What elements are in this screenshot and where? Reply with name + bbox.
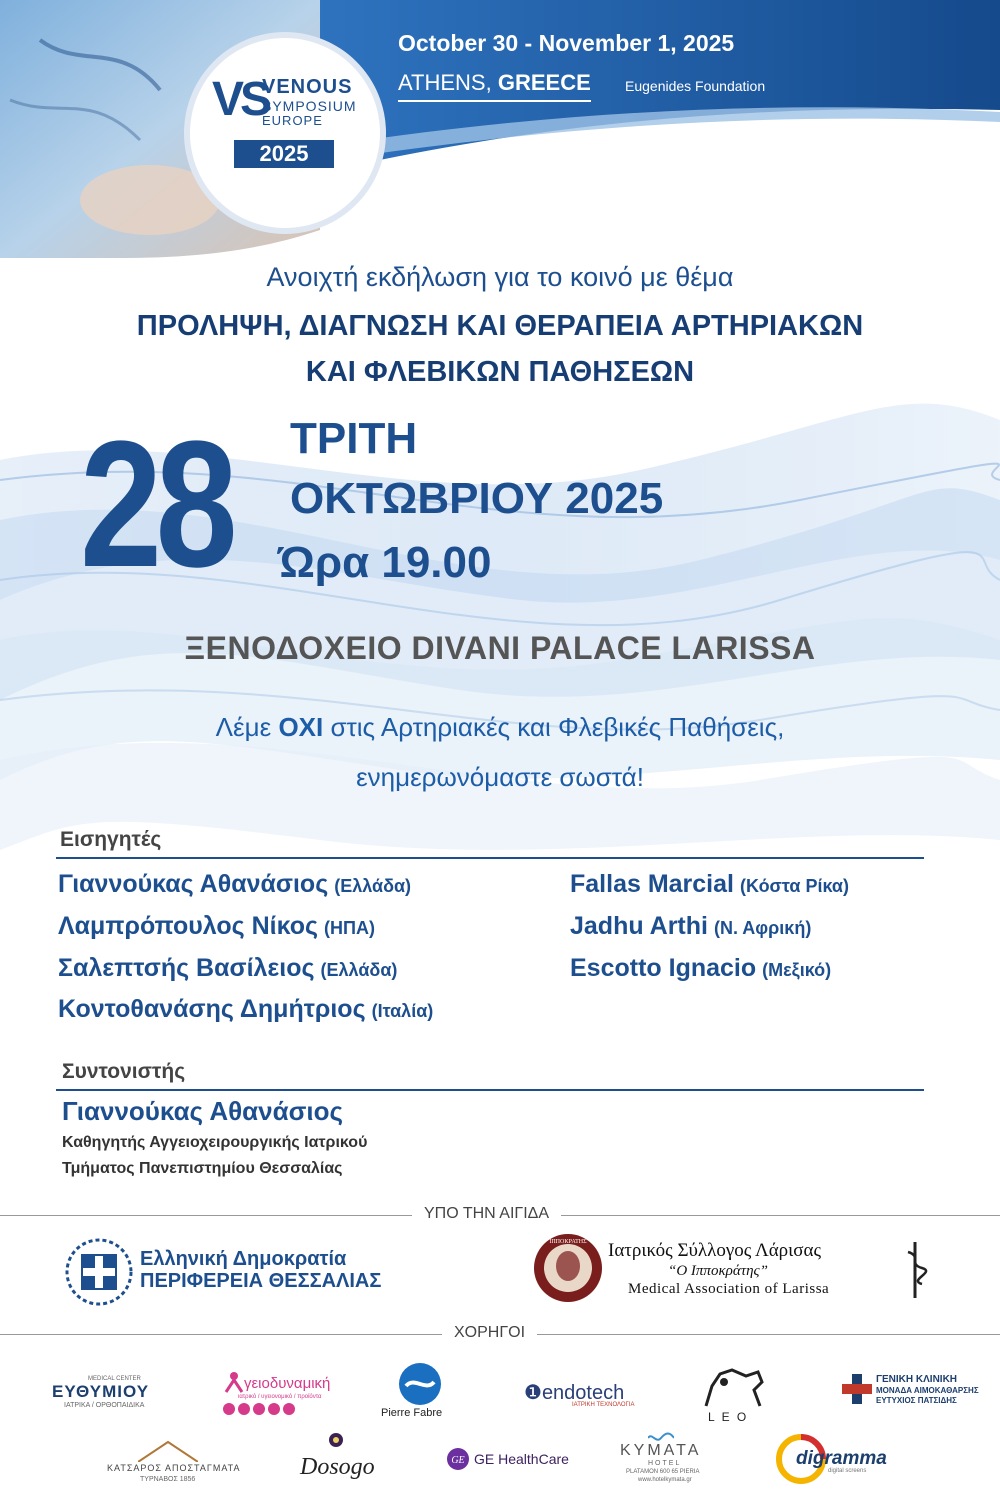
speaker-name: Σαλεπτσής Βασίλειος	[58, 954, 315, 982]
clinic-cross-icon	[842, 1374, 872, 1404]
speaker-country: (Κόστα Ρίκα)	[739, 876, 849, 896]
slogan-bold: ΟΧΙ	[278, 712, 324, 742]
seal-text: ΙΠΠΟΚΡΑΤΗΣ	[549, 1239, 587, 1245]
association-line2: “Ο Ιπποκράτης”	[668, 1263, 768, 1279]
logo-vs-mark: VS	[212, 73, 269, 126]
speaker-country: (Μεξικό)	[762, 960, 832, 980]
speaker-name: Γιαννούκας Αθανάσιος	[58, 870, 329, 898]
speaker-name: Escotto Ignacio	[570, 954, 757, 982]
sponsor-efthymiou-sub: ΙΑΤΡΙΚΑ / ΟΡΘΟΠΑΙΔΙΚΑ	[64, 1402, 145, 1409]
logo-circle	[190, 38, 380, 228]
speaker-name: Fallas Marcial	[570, 870, 734, 898]
sponsor-clinic-sub1: ΜΟΝΑΔΑ ΑΙΜΟΚΑΘΑΡΣΗΣ	[876, 1386, 979, 1395]
country-name: GREECE	[497, 70, 591, 95]
region-line1: Ελληνική Δημοκρατία	[140, 1248, 347, 1270]
speaker-right-3	[570, 954, 831, 983]
logo-europe: EUROPE	[262, 113, 323, 128]
pierre-fabre-icon	[398, 1362, 442, 1406]
speaker-left-2	[58, 912, 375, 941]
sponsor-katsaros: ΚΑΤΣΑΡΟΣ ΑΠΟΣΤΑΓΜΑΤΑ	[107, 1463, 241, 1473]
endotech-name: endotech	[541, 1382, 625, 1404]
sponsor-digramma: digramma	[796, 1448, 887, 1469]
event-time: Ώρα 19.00	[278, 538, 492, 587]
event-weekday: ΤΡΙΤΗ	[290, 414, 418, 463]
event-location: ΞΕΝΟΔΟΧΕΙΟ DIVANI PALACE LARISSA	[184, 630, 816, 666]
sponsor-clinic-sub2: ΕΥΤΥΧΙΟΣ ΠΑΤΣΙΔΗΣ	[876, 1396, 957, 1405]
aggeiodynamiki-icon	[222, 1370, 246, 1394]
sponsor-efthymiou-tag: MEDICAL CENTER	[88, 1376, 141, 1382]
coordinator-title: Συντονιστής	[62, 1060, 186, 1083]
logo-venous: VENOUS	[262, 76, 353, 98]
city-name: ATHENS,	[398, 70, 492, 95]
sponsor-kymata-sub: HOTEL	[648, 1460, 682, 1467]
sponsor-aggeiodynamiki: γειοδυναμική	[244, 1375, 331, 1392]
sponsor-kymata-sub2: PLATAMON 600 65 PIERIA	[626, 1469, 700, 1475]
speaker-name: Λαμπρόπουλος Νίκος	[58, 912, 318, 940]
event-day-number: 28	[80, 404, 232, 605]
hippocrates-seal-icon	[532, 1232, 604, 1304]
speaker-name: Jadhu Arthi	[570, 912, 708, 940]
speaker-country: (Ιταλία)	[371, 1001, 434, 1021]
speaker-country: (ΗΠΑ)	[324, 918, 375, 938]
speaker-name: Κοντοθανάσης Δημήτριος	[58, 995, 366, 1023]
sponsor-dosogo: Dosogo	[300, 1454, 375, 1480]
sponsor-endotech-sub: ΙΑΤΡΙΚΗ ΤΕΧΝΟΛΟΓΙΑ	[572, 1402, 635, 1408]
coordinator-name: Γιαννούκας Αθανάσιος	[62, 1096, 343, 1126]
sponsor-leo: L E O	[708, 1410, 749, 1424]
speaker-left-3	[58, 954, 397, 983]
coordinator-role-line2: Τμήματος Πανεπιστημίου Θεσσαλίας	[62, 1160, 343, 1177]
sponsors-label: ΧΟΡΗΓΟΙ	[442, 1324, 537, 1342]
rod-of-asclepius-icon	[902, 1240, 928, 1300]
slogan-line1	[0, 712, 1000, 743]
speaker-right-1	[570, 870, 849, 899]
event-intro: Ανοιχτή εκδήλωση για το κοινό με θέμα	[266, 262, 734, 292]
greek-emblem-icon	[65, 1238, 133, 1306]
patronage-label: ΥΠΟ ΤΗΝ ΑΙΓΙΔΑ	[412, 1205, 561, 1223]
slogan-line2: ενημερωνόμαστε σωστά!	[356, 762, 644, 792]
ge-healthcare-icon	[446, 1447, 470, 1471]
sponsor-kymata-sub3: www.hotelkymata.gr	[638, 1477, 692, 1483]
region-line2: ΠΕΡΙΦΕΡΕΙΑ ΘΕΣΣΑΛΙΑΣ	[140, 1270, 382, 1292]
sponsor-pierre-fabre: Pierre Fabre	[381, 1407, 443, 1419]
speakers-rule	[56, 857, 924, 859]
speaker-country: (Ν. Αφρική)	[713, 918, 812, 938]
sponsor-digramma-sub: digital screens	[828, 1468, 867, 1474]
speaker-country: (Ελλάδα)	[334, 876, 412, 896]
svg-text:GE: GE	[451, 1455, 465, 1466]
sponsor-clinic: ΓΕΝΙΚΗ ΚΛΙΝΙΚΗ	[876, 1374, 958, 1385]
sponsor-endotech: ❶endotech	[524, 1382, 625, 1404]
association-line1: Ιατρικός Σύλλογος Λάρισας	[608, 1240, 821, 1261]
speakers-title: Εισηγητές	[60, 828, 162, 851]
slogan-post: στις Αρτηριακές και Φλεβικές Παθήσεις,	[323, 712, 785, 742]
congress-city	[398, 70, 591, 102]
speaker-right-2	[570, 912, 811, 941]
sponsor-katsaros-sub: ΤΥΡΝΑΒΟΣ 1856	[140, 1476, 196, 1483]
coordinator-rule	[56, 1089, 924, 1091]
sponsor-ge-healthcare: GE HealthCare	[474, 1451, 569, 1467]
dosogo-icon	[328, 1432, 344, 1448]
aggeiodynamiki-dots-icon	[222, 1402, 298, 1416]
katsaros-mountain-icon	[138, 1440, 198, 1462]
event-topic-line2: ΚΑΙ ΦΛΕΒΙΚΩΝ ΠΑΘΗΣΕΩΝ	[305, 356, 695, 388]
event-topic-line1: ΠΡΟΛΗΨΗ, ΔΙΑΓΝΩΣΗ ΚΑΙ ΘΕΡΑΠΕΙΑ ΑΡΤΗΡΙΑΚΩΝ	[136, 310, 864, 342]
sponsor-aggeiodynamiki-sub: ιατρικό / υγειονομικό / προϊόντα	[238, 1394, 322, 1400]
speaker-left-1	[58, 870, 411, 899]
leo-lion-icon	[702, 1366, 766, 1410]
association-line3: Medical Association of Larissa	[628, 1281, 830, 1297]
speaker-country: (Ελλάδα)	[320, 960, 398, 980]
logo-symposium: SYMPOSIUM	[262, 98, 357, 114]
coordinator-role-line1: Καθηγητής Αγγειοχειρουργικής Ιατρικού	[62, 1134, 368, 1151]
congress-venue: Eugenides Foundation	[625, 78, 766, 94]
event-month-year: ΟΚΤΩΒΡΙΟΥ 2025	[290, 474, 664, 523]
sponsor-kymata: KYMATA	[620, 1442, 702, 1459]
slogan-pre: Λέμε	[215, 712, 279, 742]
logo-year: 2025	[234, 140, 334, 168]
sponsor-efthymiou: ΕΥΘΥΜΙΟΥ	[52, 1382, 150, 1401]
congress-dates: October 30 - November 1, 2025	[398, 30, 735, 56]
speaker-left-4	[58, 995, 433, 1024]
